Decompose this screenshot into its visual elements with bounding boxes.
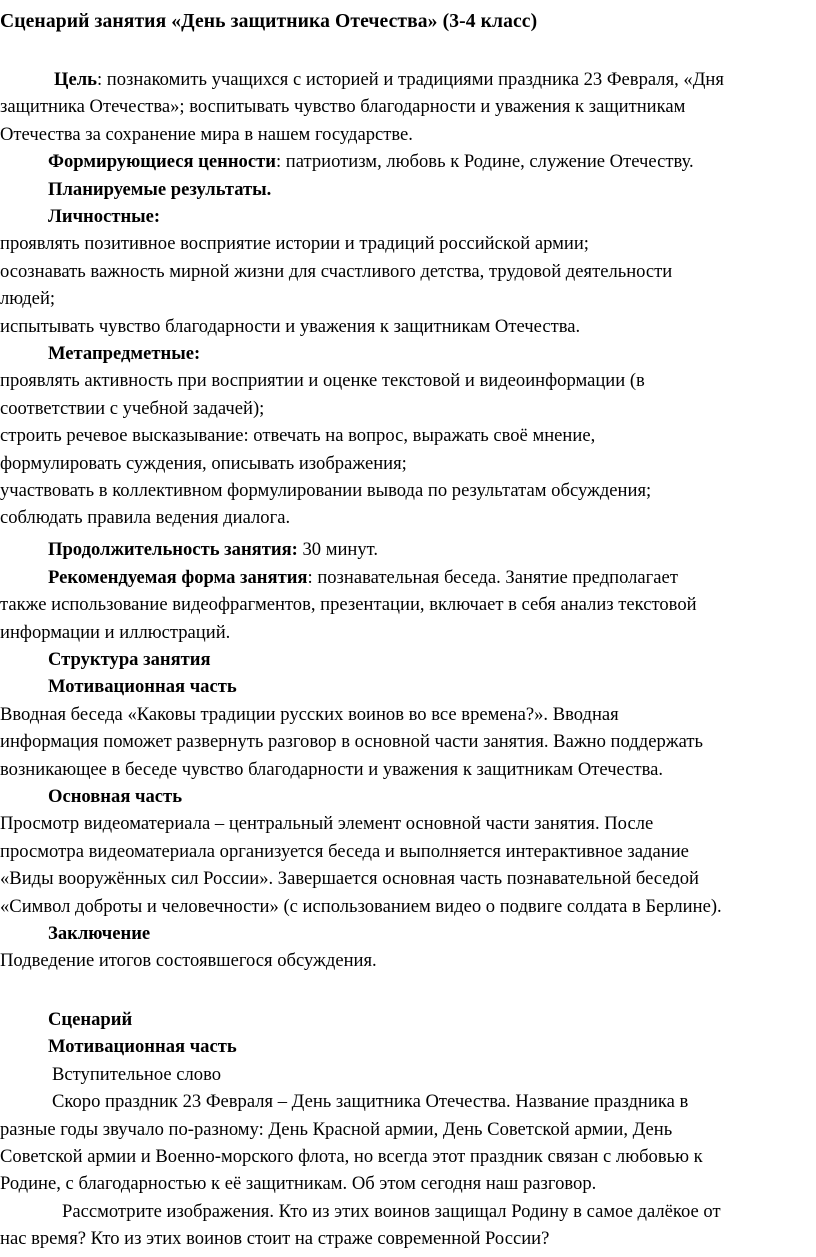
structure-section bbox=[0, 646, 816, 975]
motivation-line: Вводная беседа «Каковы традиции русских воинов во все времена?». Вводная bbox=[0, 703, 619, 725]
scenario-para1-line: Советской армии и Военно-морского флота, но всегда этот праздник связан с любовью к bbox=[0, 1145, 703, 1167]
personal-item: испытывать чувство благодарности и уважения к защитникам Отечества. bbox=[0, 315, 581, 337]
main-part-line: «Виды вооружённых сил России». Завершается основная часть познавательной беседой bbox=[0, 868, 699, 890]
duration-text: 30 минут. bbox=[297, 539, 379, 560]
personal-item: людей; bbox=[0, 288, 56, 310]
personal-heading: Личностные: bbox=[48, 206, 161, 227]
intro-label: Вступительное слово bbox=[52, 1063, 222, 1085]
scenario-subheading: Мотивационная часть bbox=[48, 1036, 237, 1058]
form-label: Рекомендуемая форма занятия bbox=[48, 567, 308, 588]
meta-item: проявлять активность при восприятии и оценке текстовой и видеоинформации (в bbox=[0, 370, 645, 392]
scenario-para1-line: разные годы звучало по-разному: День Красной армии, День Советской армии, День bbox=[0, 1118, 673, 1140]
motivation-heading: Мотивационная часть bbox=[48, 676, 237, 698]
goal-label: Цель bbox=[54, 69, 97, 90]
conclusion-text: Подведение итогов состоявшегося обсуждения. bbox=[0, 950, 377, 972]
values-line bbox=[0, 148, 816, 175]
motivation-line: возникающее в беседе чувство благодарности и уважения к защитникам Отечества. bbox=[0, 758, 664, 780]
main-part-line: «Символ доброты и человечности» (с использованием видео о подвиге солдата в Берлине). bbox=[0, 895, 722, 917]
meta-item: соответствии с учебной задачей); bbox=[0, 397, 265, 419]
meta-item: строить речевое высказывание: отвечать на вопрос, выражать своё мнение, bbox=[0, 425, 596, 447]
results-heading-block bbox=[0, 176, 816, 203]
main-part-heading: Основная часть bbox=[48, 785, 183, 807]
main-part-line: просмотра видеоматериала организуется беседа и выполняется интерактивное задание bbox=[0, 840, 689, 862]
personal-item: осознавать важность мирной жизни для счастливого детства, трудовой деятельности bbox=[0, 260, 673, 282]
goal-line-2: защитника Отечества»; воспитывать чувство благодарности и уважения к защитникам bbox=[0, 96, 686, 118]
duration-label: Продолжительность занятия: bbox=[48, 539, 298, 560]
form-paragraph bbox=[0, 564, 816, 646]
main-part-line: Просмотр видеоматериала – центральный элемент основной части занятия. После bbox=[0, 813, 654, 835]
goal-text-1: : познакомить учащихся с историей и традициями праздника 23 Февраля, «Дня bbox=[96, 69, 724, 90]
meta-heading: Метапредметные: bbox=[48, 343, 201, 364]
values-paragraph bbox=[0, 148, 816, 175]
results-heading: Планируемые результаты. bbox=[48, 179, 272, 200]
meta-item: участвовать в коллективном формулировании вывода по результатам обсуждения; bbox=[0, 479, 652, 501]
personal-item: проявлять позитивное восприятие истории и традиций российской армии; bbox=[0, 233, 589, 255]
scenario-section bbox=[0, 1006, 816, 1253]
goal-paragraph bbox=[0, 66, 816, 148]
scenario-para1-line: Скоро праздник 23 Февраля – День защитника Отечества. Название праздника в bbox=[52, 1091, 689, 1113]
meta-section bbox=[0, 340, 816, 532]
form-text-1: : познавательная беседа. Занятие предполагает bbox=[307, 567, 678, 588]
goal-line-3: Отечества за сохранение мира в нашем государстве. bbox=[0, 123, 413, 145]
goal-line-1 bbox=[0, 66, 816, 93]
scenario-para2-line: Рассмотрите изображения. Кто из этих воинов защищал Родину в самое далёкое от bbox=[62, 1200, 721, 1222]
meta-item: соблюдать правила ведения диалога. bbox=[0, 507, 291, 529]
structure-heading: Структура занятия bbox=[48, 649, 211, 670]
motivation-line: информация поможет развернуть разговор в основной части занятия. Важно поддержать bbox=[0, 731, 703, 753]
scenario-para2-line: нас время? Кто из этих воинов стоит на страже современной России? bbox=[0, 1228, 550, 1250]
values-label: Формирующиеся ценности bbox=[48, 151, 276, 172]
values-text: : патриотизм, любовь к Родине, служение Отечеству. bbox=[275, 151, 694, 172]
duration-paragraph bbox=[0, 536, 816, 563]
scenario-heading: Сценарий bbox=[48, 1009, 133, 1030]
document-title: Сценарий занятия «День защитника Отечества» (3-4 класс) bbox=[0, 11, 538, 32]
form-line-2: также использование видеофрагментов, презентации, включает в себя анализ текстовой bbox=[0, 594, 697, 616]
scenario-para1-line: Родине, с благодарностью к её защитникам. Об этом сегодня наш разговор. bbox=[0, 1173, 597, 1195]
personal-section bbox=[0, 203, 816, 340]
form-line-3: информации и иллюстраций. bbox=[0, 621, 231, 643]
conclusion-heading: Заключение bbox=[48, 922, 151, 944]
meta-item: формулировать суждения, описывать изображения; bbox=[0, 452, 407, 474]
